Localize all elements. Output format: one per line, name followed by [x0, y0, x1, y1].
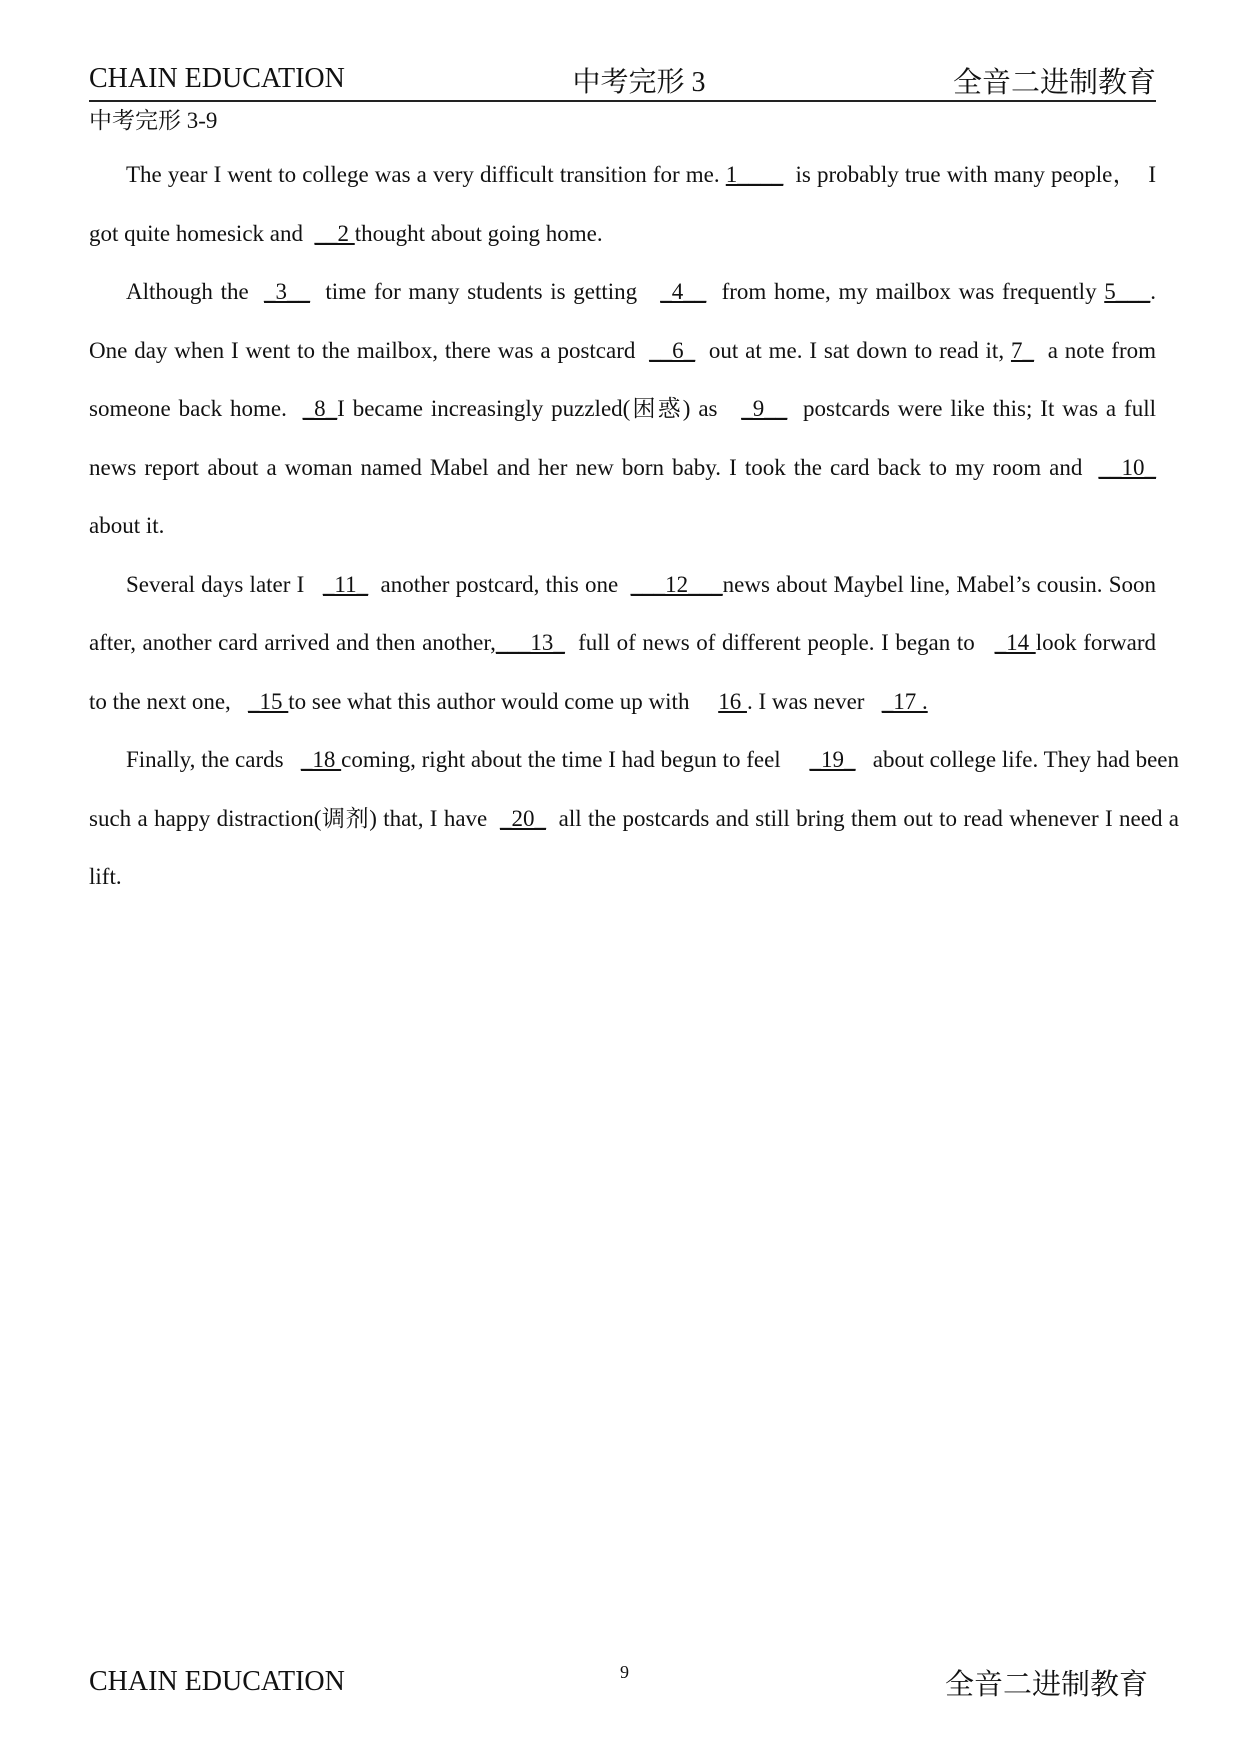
answer-blank: _11_ — [322, 571, 369, 597]
answer-blank: _17 . — [881, 688, 928, 714]
paragraph — [89, 263, 1168, 556]
paragraph — [89, 146, 1162, 263]
answer-blank: __10_ — [1098, 454, 1156, 480]
section-title: 中考完形 3-9 — [89, 108, 218, 133]
passage-text: The year I went to college was a very difficult transition for me. — [126, 162, 726, 187]
answer-blank: _4__ — [660, 279, 707, 304]
passage-text: about college life. They had been such a happy distraction(调剂) that, I have — [89, 747, 1185, 831]
page-header — [89, 58, 1156, 102]
answer-blank: _20_ — [499, 805, 546, 831]
answer-blank: 16 — [718, 688, 747, 714]
answer-blank: 1____ — [725, 162, 784, 187]
passage-text: time for many students is getting — [310, 279, 661, 304]
footer-left-brand: CHAIN EDUCATION — [89, 1666, 345, 1697]
passage-text: I became increasingly puzzled(困惑) as — [337, 396, 742, 421]
passage-text: Several days later I — [126, 571, 323, 597]
answer-blank: _18 — [300, 747, 342, 772]
paragraph — [89, 731, 1185, 907]
header-right-brand: 全音二进制教育 — [952, 67, 1156, 99]
passage-text: from home, my mailbox was frequently — [706, 279, 1105, 304]
passage-text: thought about going home. — [354, 220, 603, 246]
answer-blank: _9__ — [741, 396, 788, 421]
passage-text: a note from someone back home. — [89, 337, 1162, 421]
passage-text: is probably true with many people， I got quite homesick and — [89, 162, 1162, 246]
passage-text: Finally, the cards — [126, 747, 301, 772]
passage-text: . I was never — [746, 688, 882, 714]
answer-blank: _14 — [994, 630, 1036, 655]
passage-text: . One day when I went to the mailbox, there was a postcard — [89, 279, 1162, 363]
page-number: 9 — [620, 1662, 629, 1682]
passage-text: out at me. I sat down to read it, — [695, 337, 1011, 363]
page-footer — [89, 1662, 1156, 1702]
passage-text: coming, right about the time I had begun to feel — [341, 747, 810, 772]
answer-blank: ___13_ — [495, 630, 565, 655]
answer-blank: __2 — [314, 220, 355, 246]
answer-blank: 5___ — [1104, 279, 1151, 304]
paragraph — [89, 556, 1162, 732]
header-left-brand: CHAIN EDUCATION — [89, 63, 345, 94]
passage-text: news about Maybel line, Mabel’s cousin. Soon after, another card arrived and then another, — [89, 571, 1162, 655]
answer-blank: ___12___ — [630, 571, 723, 597]
cloze-passage — [89, 146, 1185, 907]
answer-blank: _19_ — [809, 747, 856, 772]
passage-text: all the postcards and still bring them out to read whenever I need a lift. — [89, 805, 1185, 889]
answer-blank: _15 — [248, 688, 289, 714]
header-center-title: 中考完形 3 — [572, 67, 706, 98]
answer-blank: _3__ — [264, 279, 311, 304]
answer-blank: __6_ — [649, 337, 696, 363]
passage-text: postcards were like this; It was a full news report about a woman named Mabel and her new born baby. I took the card back to my room and — [89, 396, 1162, 480]
passage-text: another postcard, this one — [368, 571, 631, 597]
answer-blank: _8_ — [302, 396, 338, 421]
passage-text: to see what this author would come up with — [288, 688, 719, 714]
passage-text: full of news of different people. I began to — [564, 630, 995, 655]
footer-right-brand: 全音二进制教育 — [944, 1669, 1148, 1701]
passage-text: look forward to the next one, — [89, 630, 1162, 714]
passage-text: Although the — [126, 279, 265, 304]
answer-blank: 7_ — [1010, 337, 1034, 363]
passage-text: about it. — [89, 454, 1168, 538]
